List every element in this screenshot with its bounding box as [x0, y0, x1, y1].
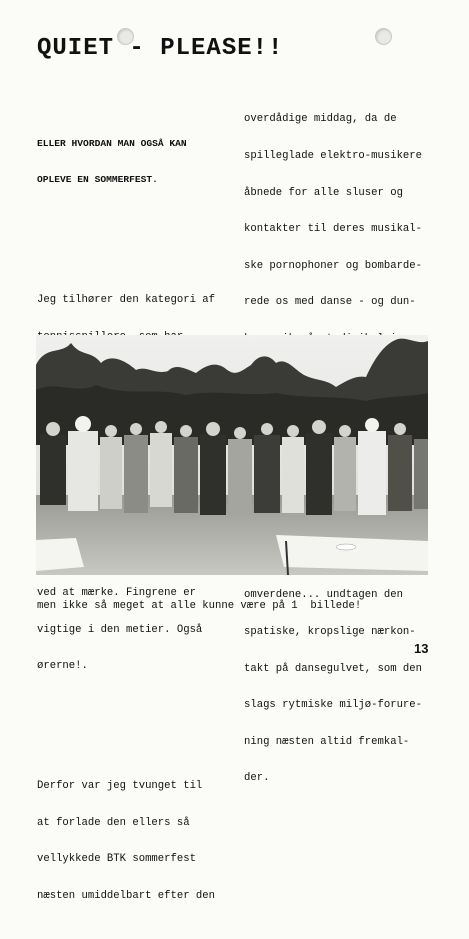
article-title: QUIET - PLEASE!! — [37, 35, 284, 62]
photo-caption: men ikke så meget at alle kunne være på 1 billede! — [37, 600, 362, 612]
paragraph-2 — [37, 756, 237, 927]
text-line: Jeg tilhører den kategori af — [37, 294, 216, 307]
text-line: ørerne!. — [37, 660, 88, 673]
subheading-line: ELLER HVORDAN MAN OGSÅ KAN — [37, 137, 187, 149]
text-line: kontakter til deres musikal- — [244, 223, 423, 236]
text-line: at forlade den ellers så — [37, 816, 190, 829]
text-line: næsten umiddelbart efter den — [37, 890, 216, 902]
text-line: takt på dansegulvet, som den — [244, 662, 423, 675]
text-line: ved at mærke. Fingrene er — [37, 587, 196, 600]
text-line: vigtige i den metier. Også — [37, 623, 203, 636]
text-line: rede os med danse - og dun- — [244, 296, 416, 309]
text-line: Derfor var jeg tvunget til — [37, 780, 203, 793]
text-line: slags rytmiske miljø-forure- — [244, 699, 423, 712]
binder-hole-right — [375, 28, 392, 45]
text-line: ske pornophoner og bombarde- — [244, 259, 423, 272]
text-line: spilleglade elektro-musikere — [244, 150, 423, 163]
subheading-line: OPLEVE EN SOMMERFEST. — [37, 174, 158, 186]
text-line: overdådige middag, da de — [244, 113, 397, 126]
text-line: vellykkede BTK sommerfest — [37, 853, 196, 866]
party-photo — [36, 335, 428, 575]
page-number: 13 — [414, 641, 429, 656]
text-line: ning næsten altid fremkal- — [244, 735, 410, 748]
text-line: omverdene... undtagen den — [244, 589, 403, 602]
subheading — [37, 113, 237, 211]
text-line: der. — [244, 772, 270, 785]
text-line: spatiske, kropslige nærkon- — [244, 625, 416, 638]
text-line: åbnede for alle sluser og — [244, 186, 403, 199]
